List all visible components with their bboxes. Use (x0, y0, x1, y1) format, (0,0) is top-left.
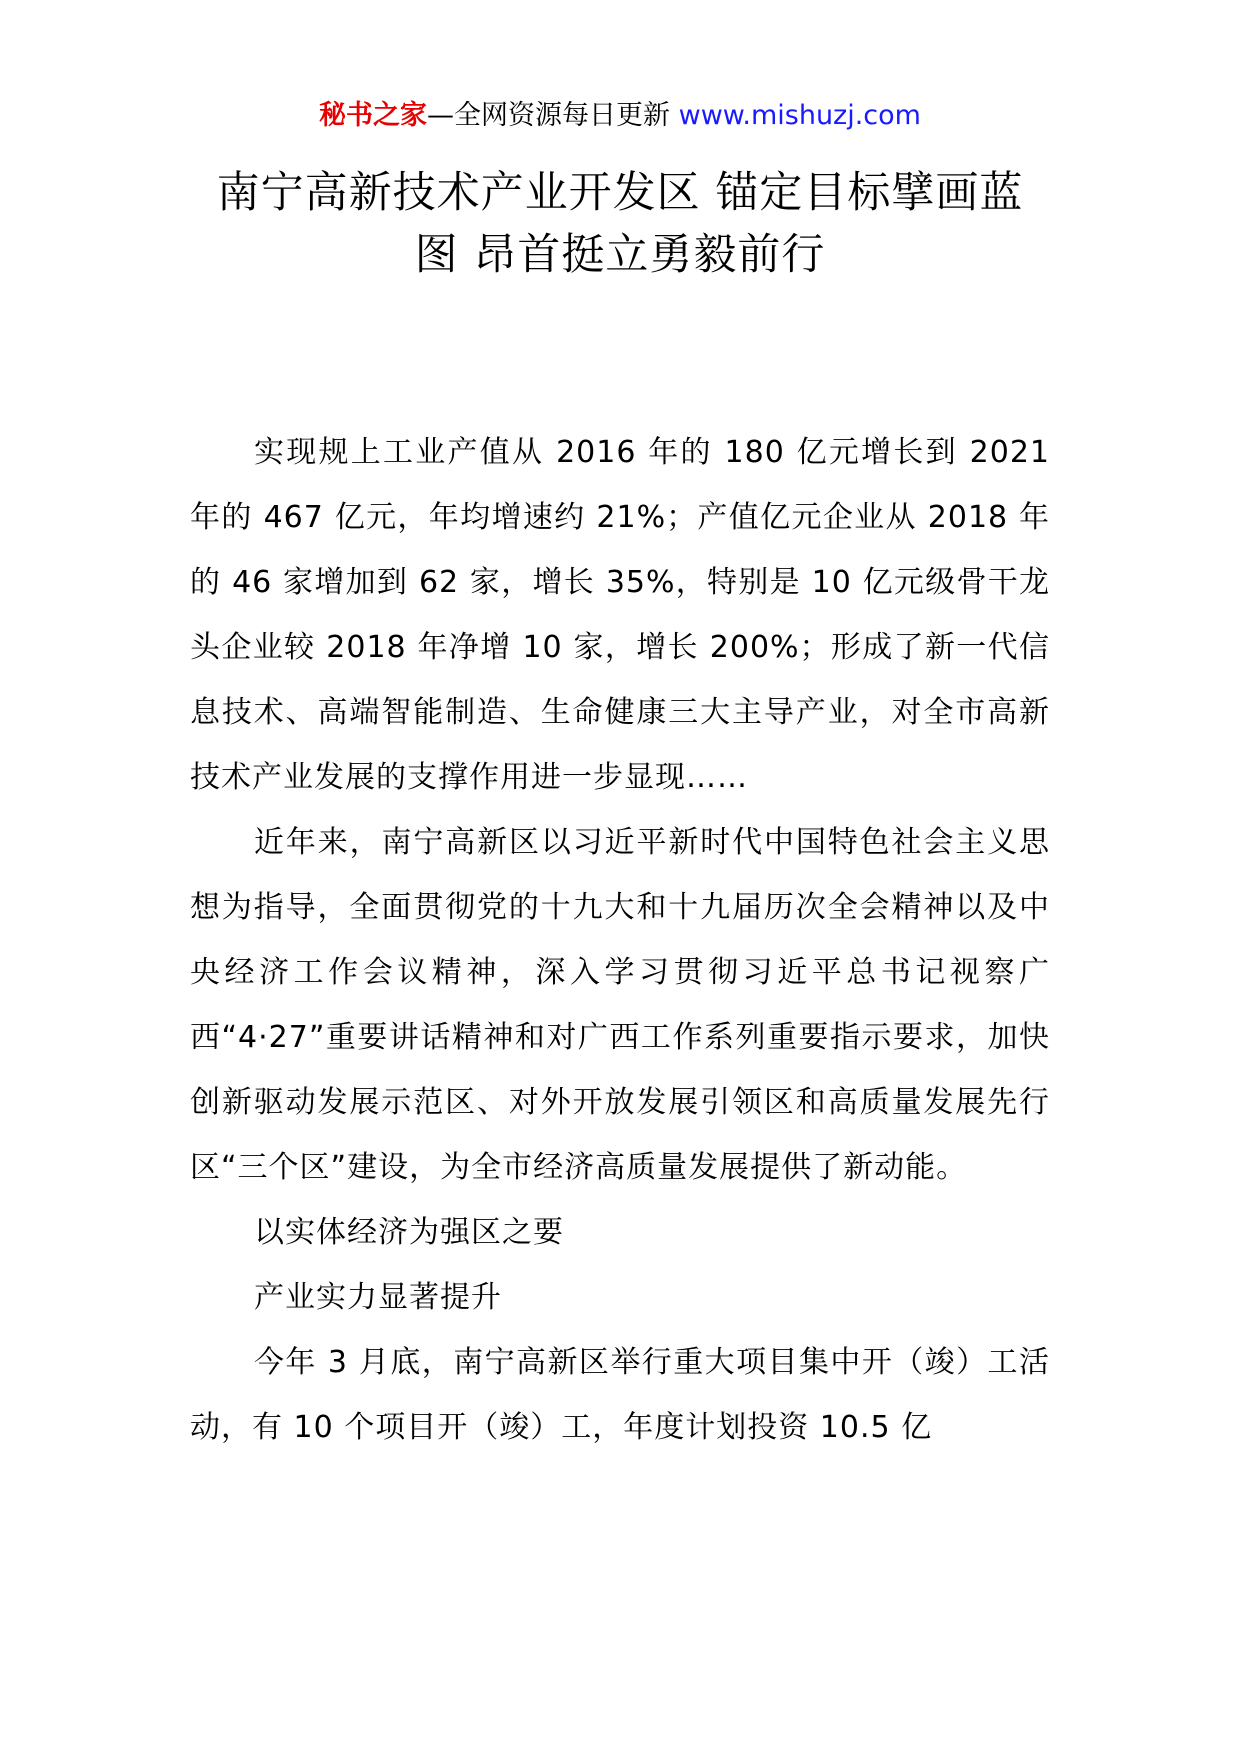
article-title-line-2: 图 昂首挺立勇毅前行 (414, 230, 826, 280)
site-url-link[interactable]: www.mishuzj.com (678, 100, 921, 131)
paragraph-output-stats: 实现规上工业产值从 2016 年的 180 亿元增长到 2021 年的 467 亿元，年均增速约 21%；产值亿元企业从 2018 年的 46 家增加到 62 家，增长 35%，特别是 10 亿元级骨干龙头企业较 2018 年净增 10 家，增长 200%；形成了新一代信息技术、高端智能制造、生命健康三大主导产业，对全市高新技术产业发展的支撑作用进一步显现…… (190, 435, 1050, 795)
article-body (190, 420, 1050, 1460)
section-heading-industry-strength: 产业实力显著提升 (254, 1280, 502, 1315)
site-brand: 秘书之家 (319, 100, 428, 131)
section-heading-real-economy: 以实体经济为强区之要 (254, 1215, 564, 1250)
article-title (160, 162, 1080, 286)
paragraph-project-launch: 今年 3 月底，南宁高新区举行重大项目集中开（竣）工活动，有 10 个项目开（竣）工，年度计划投资 10.5 亿 (190, 1345, 1050, 1445)
article-title-line-1: 南宁高新技术产业开发区 锚定目标擘画蓝 (216, 168, 1024, 218)
site-header (0, 98, 1240, 134)
site-tagline: —全网资源每日更新 (427, 100, 679, 131)
paragraph-recent-years: 近年来，南宁高新区以习近平新时代中国特色社会主义思想为指导，全面贯彻党的十九大和十九届历次全会精神以及中央经济工作会议精神，深入学习贯彻习近平总书记视察广西“4·27”重要讲话精神和对广西工作系列重要指示要求，加快创新驱动发展示范区、对外开放发展引领区和高质量发展先行区“三个区”建设，为全市经济高质量发展提供了新动能。 (190, 825, 1050, 1185)
